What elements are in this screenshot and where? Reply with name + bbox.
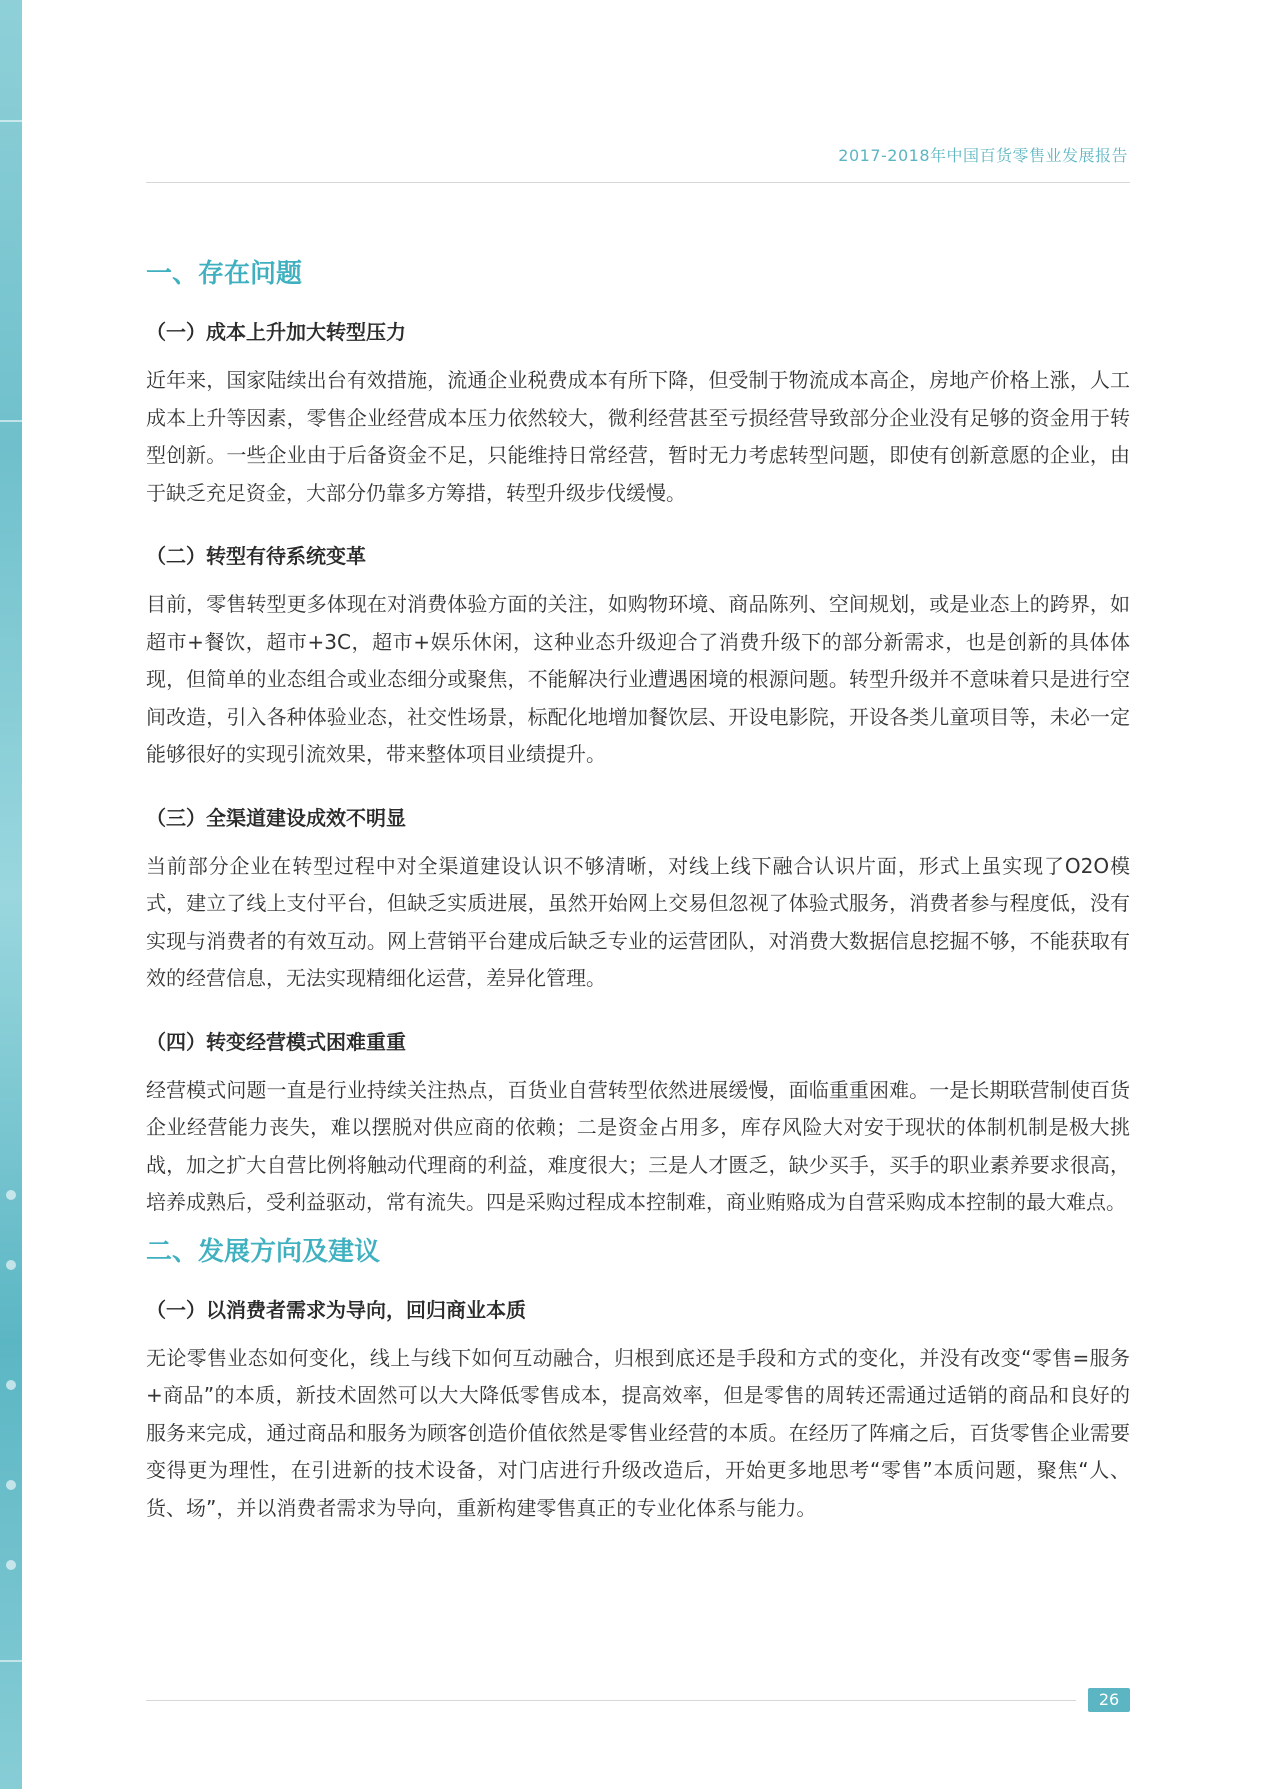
subsection-paragraph: 当前部分企业在转型过程中对全渠道建设认识不够清晰，对线上线下融合认识片面，形式上虽实现了O2O模式，建立了线上支付平台，但缺乏实质进展，虽然开始网上交易但忽视了体验式服务，消费者参与程度低，没有实现与消费者的有效互动。网上营销平台建成后缺乏专业的运营团队，对消费大数据信息挖掘不够，不能获取有效的经营信息，无法实现精细化运营，差异化管理。 xyxy=(146,853,1130,990)
subsection-title: （一）以消费者需求为导向，回归商业本质 xyxy=(146,1297,526,1322)
section-title-problems: 一、存在问题 xyxy=(146,259,303,289)
subsection-paragraph: 近年来，国家陆续出台有效措施，流通企业税费成本有所下降，但受制于物流成本高企，房地产价格上涨，人工成本上升等因素，零售企业经营成本压力依然较大，微利经营甚至亏损经营导致部分企业没有足够的资金用于转型创新。一些企业由于后备资金不足，只能维持日常经营，暂时无力考虑转型问题，即使有创新意愿的企业，由于缺乏充足资金，大部分仍靠多方筹措，转型升级步伐缓慢。 xyxy=(146,368,1130,505)
strip-line xyxy=(0,420,22,422)
section-title-directions: 二、发展方向及建议 xyxy=(146,1236,381,1267)
subsection-title: （四）转变经营模式困难重重 xyxy=(146,1029,406,1054)
strip-dot xyxy=(6,1190,16,1200)
decorative-side-strip xyxy=(0,0,22,1789)
strip-line xyxy=(0,1660,22,1662)
subsection-title: （二）转型有待系统变革 xyxy=(146,544,366,568)
footer-divider xyxy=(146,1700,1076,1701)
strip-line xyxy=(0,120,22,122)
subsection-title: （一）成本上升加大转型压力 xyxy=(146,320,406,344)
strip-dot xyxy=(6,1480,16,1490)
strip-dot xyxy=(6,1380,16,1390)
subsection-paragraph: 目前，零售转型更多体现在对消费体验方面的关注，如购物环境、商品陈列、空间规划，或是业态上的跨界，如超市+餐饮，超市+3C，超市+娱乐休闲，这种业态升级迎合了消费升级下的部分新需求，也是创新的具体体现，但简单的业态组合或业态细分或聚焦，不能解决行业遭遇困境的根源问题。转型升级并不意味着只是进行空间改造，引入各种体验业态，社交性场景，标配化地增加餐饮层、开设电影院，开设各类儿童项目等，未必一定能够很好的实现引流效果，带来整体项目业绩提升。 xyxy=(146,592,1130,766)
subsection-title: （三）全渠道建设成效不明显 xyxy=(146,805,406,830)
report-header-title: 2017-2018年中国百货零售业发展报告 xyxy=(838,146,1128,165)
subsection-paragraph: 经营模式问题一直是行业持续关注热点，百货业自营转型依然进展缓慢，面临重重困难。一是长期联营制使百货企业经营能力丧失，难以摆脱对供应商的依赖；二是资金占用多，库存风险大对安于现状的体制机制是极大挑战，加之扩大自营比例将触动代理商的利益，难度很大；三是人才匮乏，缺少买手，买手的职业素养要求很高，培养成熟后，受利益驱动，常有流失。四是采购过程成本控制难，商业贿赂成为自营采购成本控制的最大难点。 xyxy=(146,1077,1130,1214)
page-content xyxy=(146,250,1130,1527)
strip-dot xyxy=(6,1260,16,1270)
page-number-badge: 26 xyxy=(1088,1688,1130,1712)
header-divider xyxy=(146,182,1130,183)
strip-dot xyxy=(6,1560,16,1570)
subsection-paragraph: 无论零售业态如何变化，线上与线下如何互动融合，归根到底还是手段和方式的变化，并没有改变“零售=服务+商品”的本质，新技术固然可以大大降低零售成本，提高效率，但是零售的周转还需通过适销的商品和良好的服务来完成，通过商品和服务为顾客创造价值依然是零售业经营的本质。在经历了阵痛之后，百货零售企业需要变得更为理性，在引进新的技术设备，对门店进行升级改造后，开始更多地思考“零售”本质问题，聚焦“人、货、场”，并以消费者需求为导向，重新构建零售真正的专业化体系与能力。 xyxy=(146,1345,1130,1520)
